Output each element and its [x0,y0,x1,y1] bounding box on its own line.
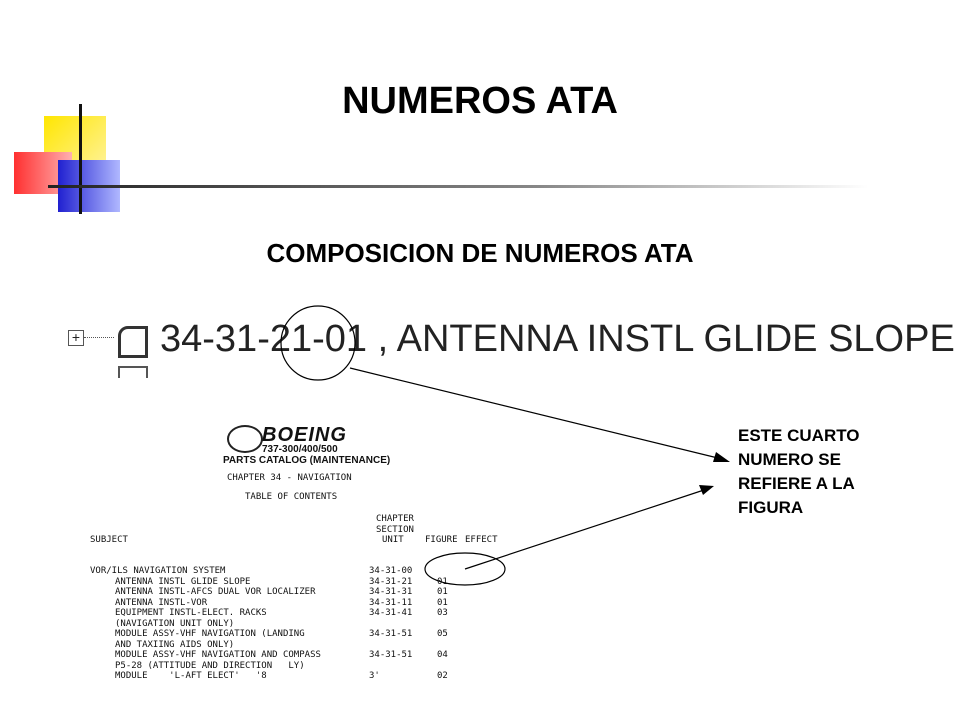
header-chapter: CHAPTER [376,514,414,524]
page-title: NUMEROS ATA [342,80,618,122]
arrowhead-top [713,452,730,462]
arrowhead-bottom [699,485,714,495]
tree-item-label[interactable]: 34-31-21-01 , ANTENNA INSTL GLIDE SLOPE [160,318,955,360]
boeing-logo-text: BOEING [262,424,347,446]
header-figure: FIGURE [425,535,458,545]
arrow-line-bottom [465,488,710,569]
annotation-line: NUMERO SE [738,450,841,469]
header-unit: UNIT [382,535,404,545]
highlight-circle [281,306,355,380]
row-subject: EQUIPMENT INSTL-ELECT. RACKS [115,608,267,618]
arrow-line-top [350,368,726,460]
annotation-line: FIGURA [738,498,804,517]
row-unit: 34-31-11 [369,597,413,608]
toc-heading: TABLE OF CONTENTS [245,492,338,502]
row-subject: MODULE ASSY-VHF NAVIGATION (LANDING [115,629,305,639]
row-subject: MODULE ASSY-VHF NAVIGATION AND COMPASS [115,650,321,660]
chapter-heading: CHAPTER 34 - NAVIGATION [227,473,352,483]
row-subject: ANTENNA INSTL-AFCS DUAL VOR LOCALIZER [115,587,316,597]
row-subject: (NAVIGATION UNIT ONLY) [115,618,235,629]
expand-icon[interactable]: + [68,330,84,346]
header-section: SECTION [376,525,414,535]
row-unit: 34-31-51 [369,650,413,660]
row-unit: 34-31-21 [369,576,413,587]
row-subject: AND TAXIING AIDS ONLY) [115,639,235,650]
row-figure: 01 [437,576,448,587]
page-subtitle: COMPOSICION DE NUMEROS ATA [266,238,694,268]
row-subject: ANTENNA INSTL GLIDE SLOPE [115,576,251,587]
row-subject: VOR/ILS NAVIGATION SYSTEM [90,566,226,576]
row-unit: 34-31-41 [369,608,413,618]
row-subject: MODULE 'L-AFT ELECT' '8 [115,671,267,681]
row-unit: 34-31-31 [369,587,413,597]
row-subject: P5-28 (ATTITUDE AND DIRECTION LY) [115,660,305,671]
catalog-title: PARTS CATALOG (MAINTENANCE) [223,455,391,466]
row-unit: 34-31-51 [369,629,413,639]
aircraft-model: 737-300/400/500 [262,444,338,455]
header-subject: SUBJECT [90,535,128,545]
header-effect: EFFECT [465,535,498,545]
annotation-line: ESTE CUARTO [738,426,860,445]
row-figure: 05 [437,629,448,639]
annotation-line: REFIERE A LA [738,474,855,493]
row-figure: 01 [437,587,448,597]
row-figure: 03 [437,608,448,618]
row-subject: ANTENNA INSTL-VOR [115,597,208,608]
row-unit: 34-31-00 [369,566,413,576]
row-figure: 04 [437,650,448,660]
row-figure: 01 [437,597,448,608]
row-figure: 02 [437,671,448,681]
row-unit: 3' [369,671,380,681]
